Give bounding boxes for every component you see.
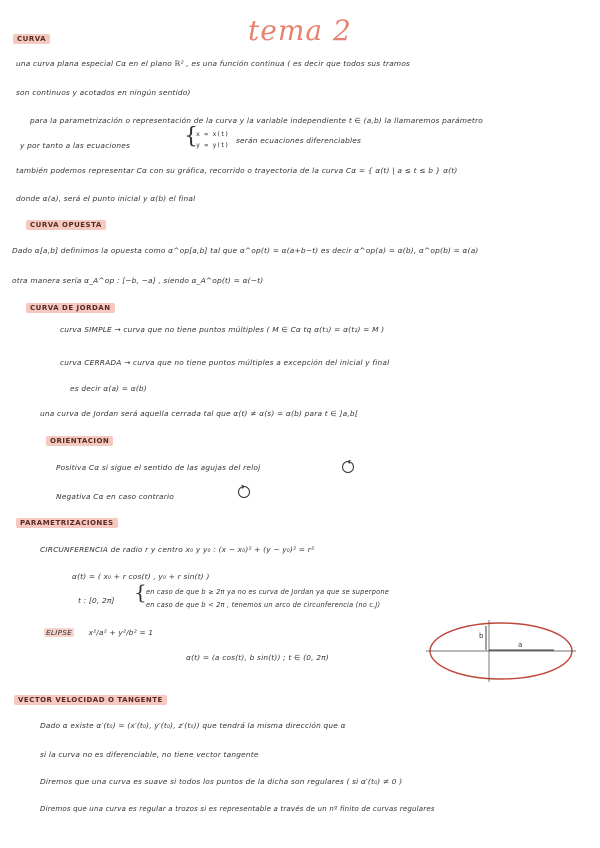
line-8: otra manera sería α_A^op : [−b, −a] , siendo α_A^op(t) = α(−t) [12, 276, 264, 285]
brace-icon: { [184, 124, 198, 149]
line-5: también podemos representar Cα con su gráfica, recorrido o trayectoria de la curva Cα = { α(t) | a ≤ t ≤ b } α(t) [16, 166, 458, 175]
line-17c: en caso de que b < 2π , tenemos un arco de circunferencia (no c.J) [146, 601, 381, 609]
line-9: curva SIMPLE → curva que no tiene puntos múltiples ( M ∈ Cα tq α(t₁) = α(t₂) = M ) [60, 325, 385, 334]
equation-y: y = y(t) [196, 141, 229, 149]
clockwise-circle-icon [340, 459, 356, 475]
line-17b: en caso de que b ≥ 2π ya no es curva de Jordan ya que se superpone [146, 588, 389, 596]
label-b: b [479, 632, 484, 640]
line-21: si la curva no es diferenciable, no tiene vector tangente [40, 750, 259, 759]
page-title: tema 2 [248, 14, 352, 47]
line-4b: serán ecuaciones diferenciables [236, 136, 362, 145]
ellipse-row [44, 628, 153, 637]
line-16: α(t) = ( x₀ + r cos(t) , y₀ + r sin(t) ) [72, 572, 210, 581]
heading-orientacion: ORIENTACION [46, 436, 113, 446]
line-17a: t : [0, 2π] [78, 596, 115, 605]
heading-curva: CURVA [13, 34, 50, 44]
ellipse-label: ELIPSE [46, 628, 72, 637]
line-1: una curva plana especial Cα en el plano ℝ² , es una función continua ( es decir que todos sus tramos [16, 59, 411, 68]
equation-x: x = x(t) [196, 130, 229, 138]
heading-curva-jordan: CURVA DE JORDAN [26, 303, 115, 313]
label-a: a [518, 641, 523, 649]
counterclockwise-circle-icon [236, 484, 252, 500]
line-12: una curva de Jordan será aquella cerrada tal que α(t) ≠ α(s) = α(b) para t ∈ ]a,b[ [40, 409, 358, 418]
line-22: Diremos que una curva es suave si todos los puntos de la dicha son regulares ( si α′(t₀) ≠ 0 ) [40, 777, 403, 786]
heading-parametrizaciones: PARAMETRIZACIONES [16, 518, 118, 528]
brace-case-icon: { [134, 580, 147, 604]
line-4a: y por tanto a las ecuaciones [20, 141, 131, 150]
line-7: Dado α[a,b] definimos la opuesta como α^op[a,b] tal que α^op(t) = α(a+b−t) es decir α^op(a) = α(b), α^op(b) = α(a) [12, 246, 479, 255]
ellipse-equation: x²/a² + y²/b² = 1 [88, 628, 154, 637]
line-2: son continuos y acotados en ningún sentido) [16, 88, 191, 97]
line-19: α(t) = (a cos(t), b sin(t)) ; t ∈ (0, 2π) [186, 653, 329, 662]
heading-vector-tangente: VECTOR VELOCIDAD O TANGENTE [14, 695, 167, 705]
line-10: curva CERRADA → curva que no tiene puntos múltiples a excepción del inicial y final [60, 358, 390, 367]
line-23: Diremos que una curva es regular a trozos si es representable a través de un nº finito de curvas regulares [40, 805, 435, 813]
line-13: Positiva Cα si sigue el sentido de las agujas del reloj [56, 463, 261, 472]
ellipse-diagram [426, 620, 576, 682]
line-3: para la parametrización o representación de la curva y la variable independiente t ∈ (a,b) la llamaremos parámetro [30, 116, 483, 125]
line-14: Negativa Cα en caso contrario [56, 492, 174, 501]
line-15: CIRCUNFERENCIA de radio r y centro x₀ y y₀ : (x − x₀)² + (y − y₀)² = r² [40, 545, 315, 554]
line-11: es decir α(a) = α(b) [70, 384, 147, 393]
line-6: donde α(a), será el punto inicial y α(b) el final [16, 194, 196, 203]
heading-curva-opuesta: CURVA OPUESTA [26, 220, 106, 230]
line-20: Dado α existe α′(t₀) = (x′(t₀), y′(t₀), z′(t₀)) que tendrá la misma dirección que α [40, 721, 346, 730]
